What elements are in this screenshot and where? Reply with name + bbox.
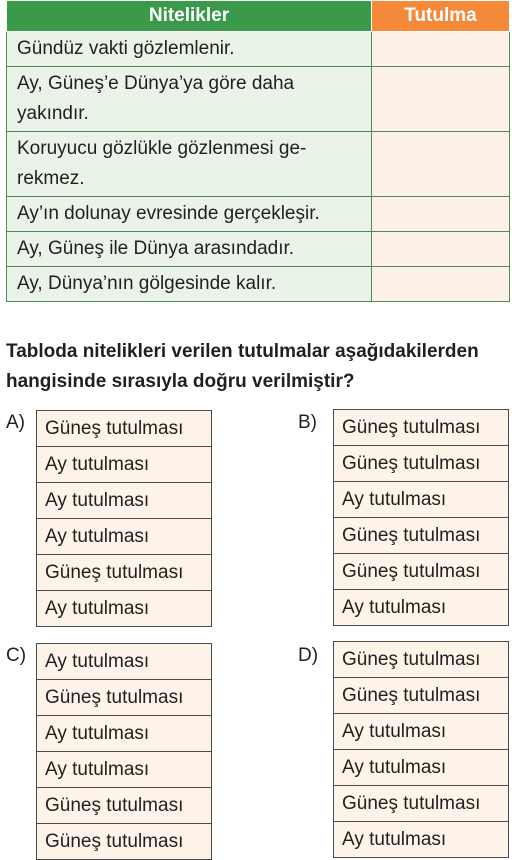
- option-d-letter[interactable]: D): [298, 645, 319, 666]
- answer-cell[interactable]: [372, 232, 510, 267]
- option-item: Ay tutulması: [334, 750, 509, 786]
- table-row: [7, 232, 510, 267]
- table-row: [7, 267, 510, 302]
- option-item: Ay tutulması: [37, 752, 212, 788]
- table-row: [7, 197, 510, 232]
- answer-cell[interactable]: [372, 197, 510, 232]
- option-b-letter[interactable]: B): [298, 412, 317, 433]
- answer-cell[interactable]: [372, 132, 510, 197]
- option-a-letter[interactable]: A): [6, 412, 25, 433]
- option-item: Güneş tutulması: [37, 555, 212, 591]
- option-item: Güneş tutulması: [37, 824, 212, 860]
- option-item: Güneş tutulması: [334, 642, 509, 678]
- option-c-letter[interactable]: C): [6, 645, 27, 666]
- option-b-table[interactable]: [333, 409, 509, 626]
- table-row: [7, 132, 510, 197]
- option-item: Ay tutulması: [37, 591, 212, 627]
- answer-cell[interactable]: [372, 267, 510, 302]
- option-item: Güneş tutulması: [37, 411, 212, 447]
- option-d-table[interactable]: [333, 641, 509, 858]
- option-item: Ay tutulması: [37, 716, 212, 752]
- table-row: [7, 32, 510, 67]
- property-cell: Gündüz vakti gözlemlenir.: [7, 32, 372, 67]
- option-c-table[interactable]: [36, 643, 212, 860]
- header-tutulma: Tutulma: [372, 1, 510, 32]
- option-item: Güneş tutulması: [37, 788, 212, 824]
- option-item: Ay tutulması: [37, 644, 212, 680]
- option-item: Ay tutulması: [37, 519, 212, 555]
- properties-table: [6, 0, 510, 302]
- property-cell: Ay, Güneş ile Dünya arasındadır.: [7, 232, 372, 267]
- header-nitelikler: Nitelikler: [7, 1, 372, 32]
- option-item: Güneş tutulması: [334, 446, 509, 482]
- option-item: Güneş tutulması: [334, 410, 509, 446]
- property-cell: Ay, Dünya’nın gölgesinde kalır.: [7, 267, 372, 302]
- table-row: [7, 67, 510, 132]
- option-a-table[interactable]: [36, 410, 212, 627]
- property-cell: Ay’ın dolunay evresinde gerçekleşir.: [7, 197, 372, 232]
- option-item: Ay tutulması: [334, 822, 509, 858]
- option-item: Ay tutulması: [37, 483, 212, 519]
- option-item: Güneş tutulması: [37, 680, 212, 716]
- question-text: Tabloda nitelikleri verilen tutulmalar aşağıdakilerden hangisinde sırasıyla doğru verilmiştir?: [6, 341, 479, 392]
- option-item: Güneş tutulması: [334, 786, 509, 822]
- option-item: Ay tutulması: [334, 482, 509, 518]
- option-item: Ay tutulması: [37, 447, 212, 483]
- option-item: Ay tutulması: [334, 714, 509, 750]
- option-item: Ay tutulması: [334, 590, 509, 626]
- answer-cell[interactable]: [372, 32, 510, 67]
- answer-cell[interactable]: [372, 67, 510, 132]
- property-cell: Koruyucu gözlükle gözlenmesi ge-rekmez.: [7, 132, 372, 197]
- table-header-row: [7, 1, 510, 32]
- option-item: Güneş tutulması: [334, 678, 509, 714]
- option-item: Güneş tutulması: [334, 554, 509, 590]
- property-cell: Ay, Güneş’e Dünya’ya göre daha yakındır.: [7, 67, 372, 132]
- option-item: Güneş tutulması: [334, 518, 509, 554]
